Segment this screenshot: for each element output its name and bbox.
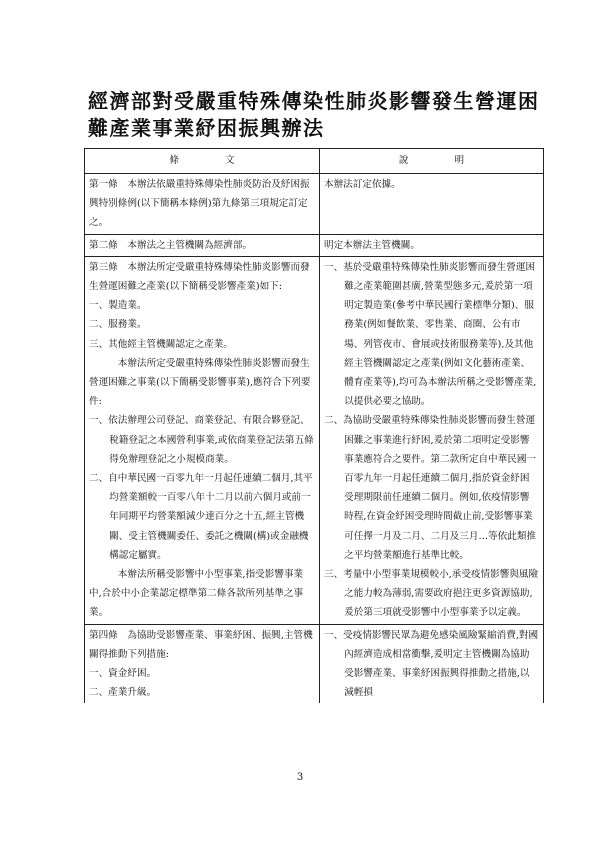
header-articles: 條文	[85, 149, 320, 174]
explanation-cell	[320, 256, 544, 624]
explanation-paragraph: 一、受疫情影響民眾為避免感染風險緊縮消費,對國內經濟造成相當衝擊,爰明定主管機關為協助受影響產業、事業紓困振興得推動之措施,以減輕損	[324, 629, 539, 699]
table-row	[85, 234, 544, 256]
article-paragraph: 三、其他經主管機關認定之產業。	[89, 338, 233, 350]
explanation-paragraph: 三、考量中小型事業規模較小,承受疫情影響與風險之能力較為薄弱,需要政府挹注更多資源協助,爰於第三項就受影響中小型事業予以定義。	[324, 569, 539, 619]
table-row	[85, 174, 544, 235]
article-cell	[85, 624, 320, 703]
article-paragraph: 第四條 為協助受影響產業、事業紓困、振興,主管機關得推動下列措施:	[89, 629, 313, 660]
article-paragraph: 二、服務業。	[89, 319, 147, 331]
explanation-cell	[320, 624, 544, 703]
page-number: 3	[296, 772, 304, 783]
article-paragraph: 二、自中華民國一百零九年一月起任連續二個月,其平均營業額較一百零八年十二月以前六個月或前一年同期平均營業額減少達百分之十五,經主管機關、受主管機關委任、委託之機關(構)或金融機構認定屬實。	[89, 473, 313, 561]
article-paragraph: 第二條 本辦法之主管機關為經濟部。	[89, 239, 253, 251]
table-header-row	[85, 149, 544, 174]
article-paragraph: 第一條 本辦法依嚴重特殊傳染性肺炎防治及紓困振興特別條例(以下簡稱本條例)第九條第三項規定訂定之。	[89, 179, 310, 229]
table-row	[85, 256, 544, 624]
article-cell	[85, 174, 320, 235]
explanation-paragraph: 明定本辦法主管機關。	[324, 239, 420, 251]
articles-table	[84, 148, 544, 703]
article-paragraph: 第三條 本辦法所定受嚴重特殊傳染性肺炎影響而發生營運困難之產業(以下簡稱受影響產業)如下:	[89, 261, 310, 293]
explanation-paragraph: 一、基於受嚴重特殊傳染性肺炎影響而發生營運困難之產業範圍甚廣,營業型態多元,爰於第一項明定製造業(參考中華民國行業標準分類)、服務業(例如餐飲業、零售業、商圈、公有市場、列管夜市、會展或技術服務業等),及其他經主管機關認定之產業(例如文化藝術產業、體育產業等),均可為本辦法所稱之受影響產業,以提供必要之協助。	[324, 261, 537, 408]
article-paragraph: 一、依法辦理公司登記、商業登記、有限合夥登記、稅籍登記之本國營利事業,或依商業登記法第五條得免辦理登記之小規模商業。	[89, 415, 314, 465]
explanation-cell	[320, 174, 544, 235]
article-paragraph: 本辦法所定受嚴重特殊傳染性肺炎影響而發生營運困難之事業(以下簡稱受影響事業),應符合下列要件:	[89, 357, 311, 408]
article-paragraph: 二、產業升級。	[89, 687, 157, 699]
table-body	[85, 174, 544, 704]
explanation-paragraph: 二、為協助受嚴重特殊傳染性肺炎影響而發生營運困難之事業進行紓困,爰於第二項明定受影響事業應符合之要件。第二款所定自中華民國一百零九年一月起任連續二個月,指於資金紓困受理期限前任連續二個月。例如,依疫情影響時程,在資金紓困受理時間截止前,受影響事業可任擇一月及二月、二月及三月…等依此類推之平均營業額進行基準比較。	[324, 415, 537, 561]
document-title	[88, 88, 548, 142]
article-paragraph: 本辦法所稱受影響中小型事業,指受影響事業中,合於中小企業認定標準第二條各款所列基準之事業。	[89, 569, 304, 619]
explanation-paragraph: 本辦法訂定依據。	[324, 179, 401, 190]
explanation-cell	[320, 234, 544, 256]
title-line-1: 經濟部對受嚴重特殊傳染性肺炎影響發生營運困	[88, 89, 540, 113]
article-cell	[85, 256, 320, 624]
header-explanation: 說明	[320, 149, 544, 174]
article-cell	[85, 234, 320, 256]
article-paragraph: 一、製造業。	[89, 300, 147, 312]
table-row	[85, 624, 544, 703]
title-line-2: 難產業事業紓困振興辦法	[88, 116, 325, 140]
article-paragraph: 一、資金紓困。	[89, 668, 157, 680]
